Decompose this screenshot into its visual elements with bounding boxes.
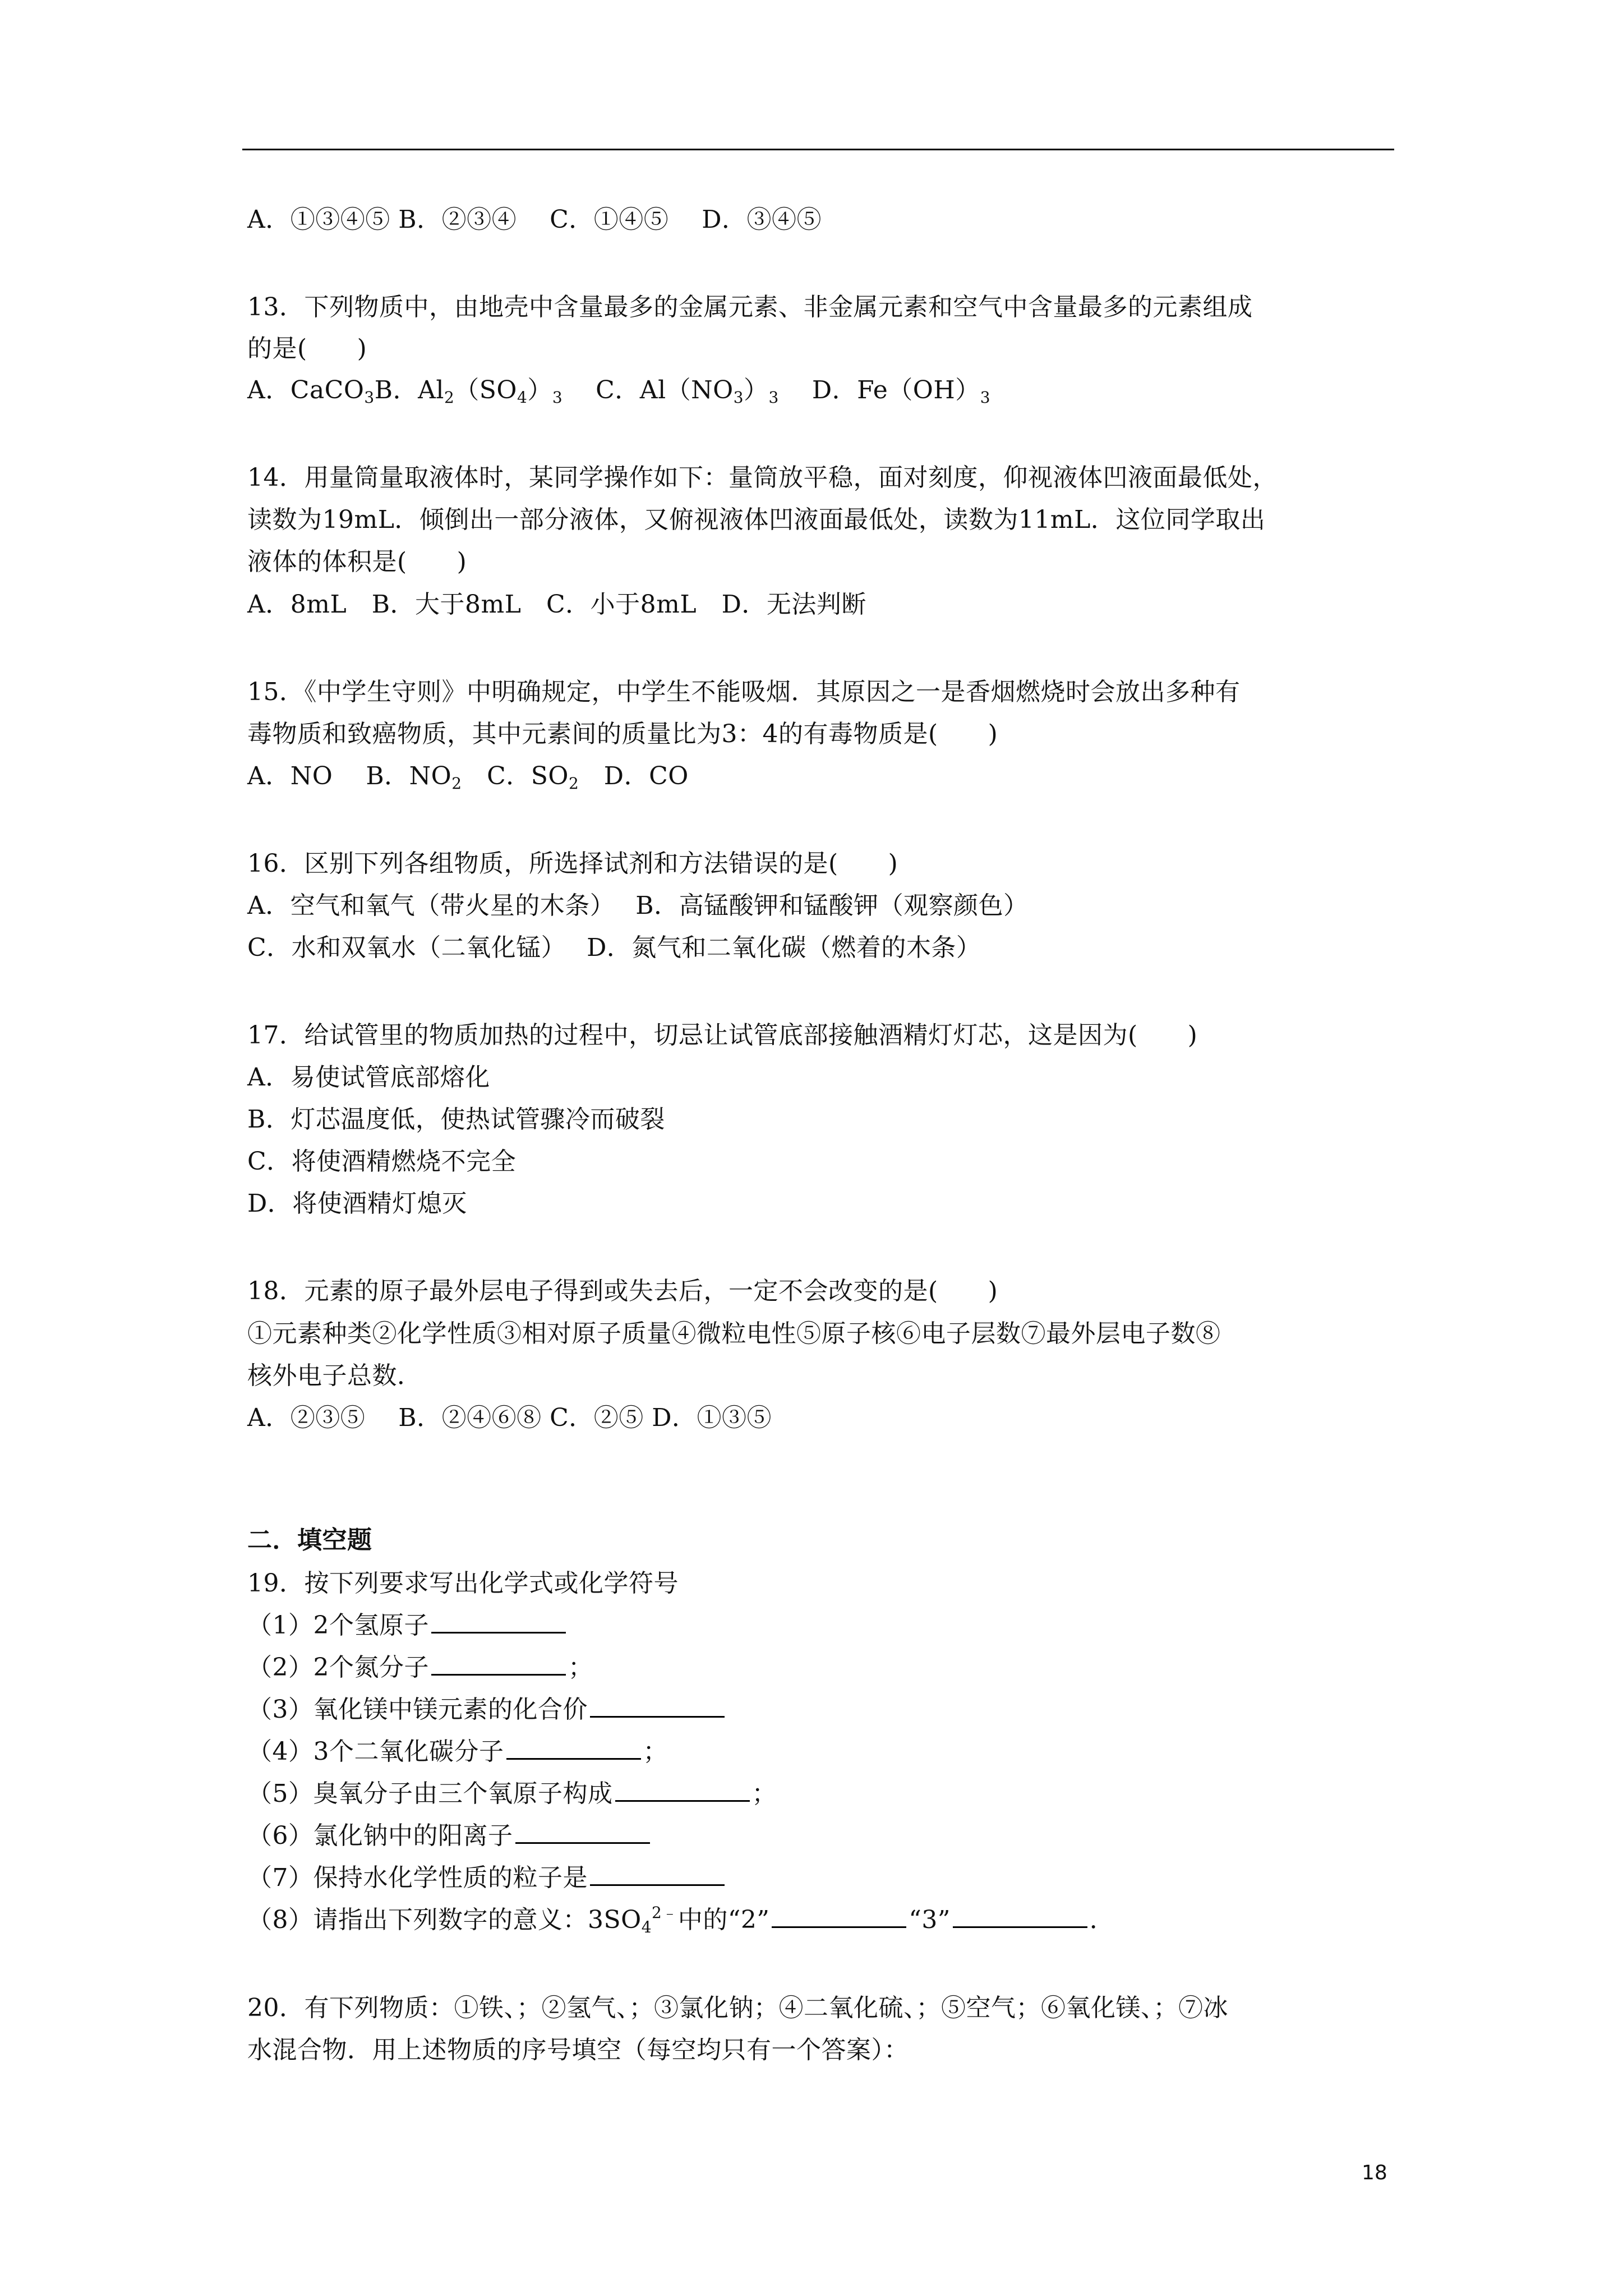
- q18-items-line2: 核外电子总数．: [247, 1361, 422, 1390]
- q19-item-4: （4）3个二氧化碳分子 ；: [247, 1735, 668, 1769]
- page-number: 18: [1362, 2161, 1387, 2184]
- answer-blank[interactable]: [615, 1778, 750, 1802]
- answer-blank[interactable]: [953, 1904, 1087, 1928]
- q14-stem-line2: 读数为19mL．倾倒出一部分液体，又俯视液体凹液面最低处，读数为11mL．这位同学取出: [247, 505, 1266, 534]
- q13-stem-line2: 的是( ): [247, 334, 367, 363]
- q13-stem-line1: 13．下列物质中，由地壳中含量最多的金属元素、非金属元素和空气中含量最多的元素组成: [247, 293, 1253, 321]
- answer-blank[interactable]: [431, 1609, 566, 1634]
- q15-options: A．NO B．$NO_2$ C．$SO_2$ D．CO: [247, 762, 689, 793]
- q15-stem-line2: 毒物质和致癌物质，其中元素间的质量比为3：4的有毒物质是( ): [247, 720, 998, 748]
- q19-stem: 19．按下列要求写出化学式或化学符号: [247, 1569, 679, 1598]
- q18-stem: 18．元素的原子最外层电子得到或失去后，一定不会改变的是( ): [247, 1277, 998, 1305]
- q15-stem-line1: 15．《中学生守则》中明确规定，中学生不能吸烟．其原因之一是香烟燃烧时会放出多种有: [247, 678, 1241, 706]
- q16-options-row2: C．水和双氧水（二氧化锰） D．氮气和二氧化碳（燃着的木条）: [247, 933, 981, 962]
- q19-item-5: （5）臭氧分子由三个氧原子构成 ；: [247, 1777, 777, 1811]
- answer-blank[interactable]: [431, 1651, 566, 1676]
- q16-stem: 16．区别下列各组物质，所选择试剂和方法错误的是( ): [247, 849, 898, 878]
- q19-item-3: （3）氧化镁中镁元素的化合价: [247, 1693, 727, 1727]
- answer-blank[interactable]: [772, 1904, 906, 1928]
- q17-option-d: D．将使酒精灯熄灭: [247, 1189, 467, 1218]
- q17-option-a: A．易使试管底部熔化: [247, 1063, 490, 1092]
- answer-blank[interactable]: [590, 1862, 725, 1886]
- q19-item-6: （6）氯化钠中的阳离子: [247, 1819, 652, 1853]
- q19-item-1: （1）2个氢原子: [247, 1609, 568, 1642]
- q17-option-b: B．灯芯温度低，使热试管骤冷而破裂: [247, 1105, 665, 1134]
- q19-item-7: （7）保持水化学性质的粒子是: [247, 1861, 727, 1895]
- q19-item-2: （2）2个氮分子 ；: [247, 1651, 593, 1685]
- q14-options: A．8mL B．大于8mL C．小于8mL D．无法判断: [247, 590, 866, 619]
- section-title: 二．填空题: [247, 1526, 372, 1554]
- q16-options-row1: A．空气和氧气（带火星的木条） B．高锰酸钾和锰酸钾（观察颜色）: [247, 891, 1029, 920]
- q12-options: A．①③④⑤ B．②③④ C．①④⑤ D．③④⑤: [247, 205, 822, 234]
- q18-options: A．②③⑤ B．②④⑥⑧ C．②⑤ D．①③⑤: [247, 1404, 772, 1432]
- q17-option-c: C．将使酒精燃烧不完全: [247, 1147, 517, 1176]
- q20-stem-line1: 20．有下列物质：①铁、；②氢气、；③氯化钠；④二氧化硫、；⑤空气；⑥氧化镁、；⑦冰: [247, 1994, 1228, 2022]
- q17-stem: 17．给试管里的物质加热的过程中，切忌让试管底部接触酒精灯灯芯，这是因为( ): [247, 1021, 1198, 1050]
- q19-item-8: （8）请指出下列数字的意义：$3SO_4^{2﹣}$中的“2” “3” ．: [247, 1903, 1115, 1936]
- q20-stem-line2: 水混合物．用上述物质的序号填空（每空均只有一个答案）：: [247, 2036, 909, 2064]
- q13-options: A．CaCO$_3$B．$Al_2(SO_4)_3$ C．$Al(NO_3)_3$ D．$Fe(OH)_3$: [247, 376, 991, 407]
- answer-blank[interactable]: [515, 1820, 650, 1844]
- q14-stem-line3: 液体的体积是( ): [247, 547, 467, 576]
- header-rule: [242, 149, 1394, 150]
- answer-blank[interactable]: [506, 1736, 641, 1760]
- answer-blank[interactable]: [590, 1694, 725, 1718]
- q14-stem-line1: 14．用量筒量取液体时，某同学操作如下：量筒放平稳，面对刻度，仰视液体凹液面最低处，: [247, 463, 1278, 492]
- q18-items-line1: ①元素种类②化学性质③相对原子质量④微粒电性⑤原子核⑥电子层数⑦最外层电子数⑧: [247, 1319, 1221, 1348]
